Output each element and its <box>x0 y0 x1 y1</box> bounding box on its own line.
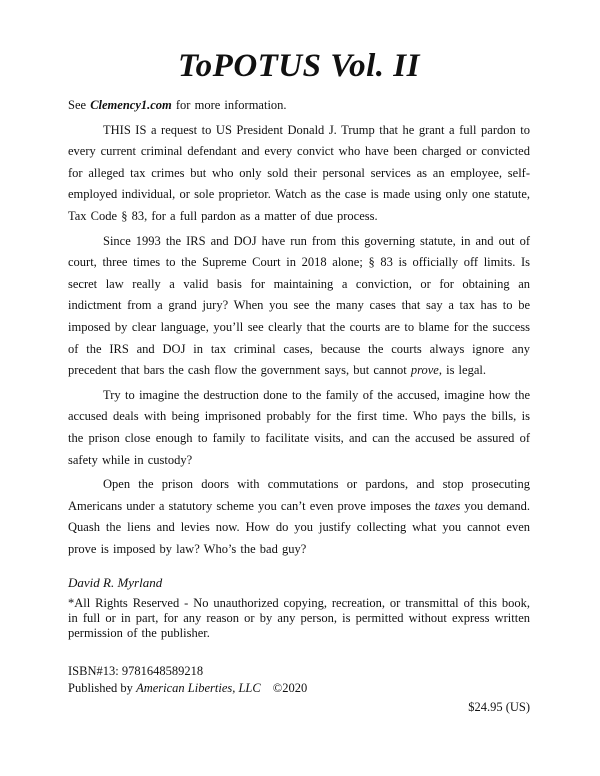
intro-suffix: for more information. <box>171 98 287 112</box>
paragraph-text-segment: , is legal. <box>438 363 486 378</box>
rights-notice: *All Rights Reserved - No unauthorized copying, recreation, or transmittal of this book, in full or in part, for any reason or by any person, is permitted without express written permission of the publisher. <box>68 596 530 641</box>
publication-block <box>68 663 530 696</box>
paragraph-text-segment: you demand. Quash the liens and levies now. How do you justify collecting what you cannot even prove is imposed by law? Who’s the bad guy? <box>68 498 530 556</box>
published-prefix: Published by <box>68 680 137 695</box>
emphasized-word-prove: prove <box>410 363 439 378</box>
paragraph-open-prison-doors <box>68 474 530 560</box>
published-line <box>68 680 530 697</box>
book-title: ToPOTUS Vol. II <box>178 48 420 84</box>
paragraph-imagine-destruction: Try to imagine the destruction done to the family of the accused, imagine how the accused deals with being imprisoned probably for the first time. Who pays the bills, is the prison close enough to family to facilitate visits, and can the accused be assured of safety while in custody? <box>68 387 530 467</box>
emphasized-word-taxes: taxes <box>434 498 461 513</box>
paragraph-text-segment: Since 1993 the IRS and DOJ have run from this governing statute, in and out of court, three times to the Supreme Court in 2018 alone; § 83 is officially off limits. Is secret law really a valid basis for maintaining a conviction, or for obtaining an indictment from a grand jury? When you see the many cases that say a tax has to be imposed by clear language, you’ll see clearly that the courts are to blame for the success of the IRS and DOJ in tax criminal cases, because the courts always ignore any precedent that bars the cash flow the government says, but cannot <box>68 233 530 378</box>
publisher-name: American Liberties, LLC <box>136 680 261 695</box>
paragraph-irs-doj <box>68 231 530 382</box>
intro-prefix: See <box>68 98 91 112</box>
website-link: Clemency1.com <box>90 98 172 112</box>
paragraph-text-segment: Open the prison doors with commutations or pardons, and stop prosecuting Americans under a statutory scheme you can’t even prove imposes the <box>68 477 530 513</box>
author-signature: David R. Myrland <box>68 575 163 591</box>
price: $24.95 (US) <box>468 700 530 715</box>
paragraph-pardon-request: THIS IS a request to US President Donald J. Trump that he grant a full pardon to every current criminal defendant and every convict who have been charged or convicted for alleged tax crimes but who only sold their personal services as an employee, self-employed individual, or sole proprietor. Watch as the case is made using only one statute, Tax Code § 83, for a full pardon as a matter of due process. <box>68 122 530 223</box>
isbn-line: ISBN#13: 9781648589218 <box>68 664 204 679</box>
copyright-year: ©2020 <box>272 680 308 695</box>
intro-line <box>68 95 530 117</box>
